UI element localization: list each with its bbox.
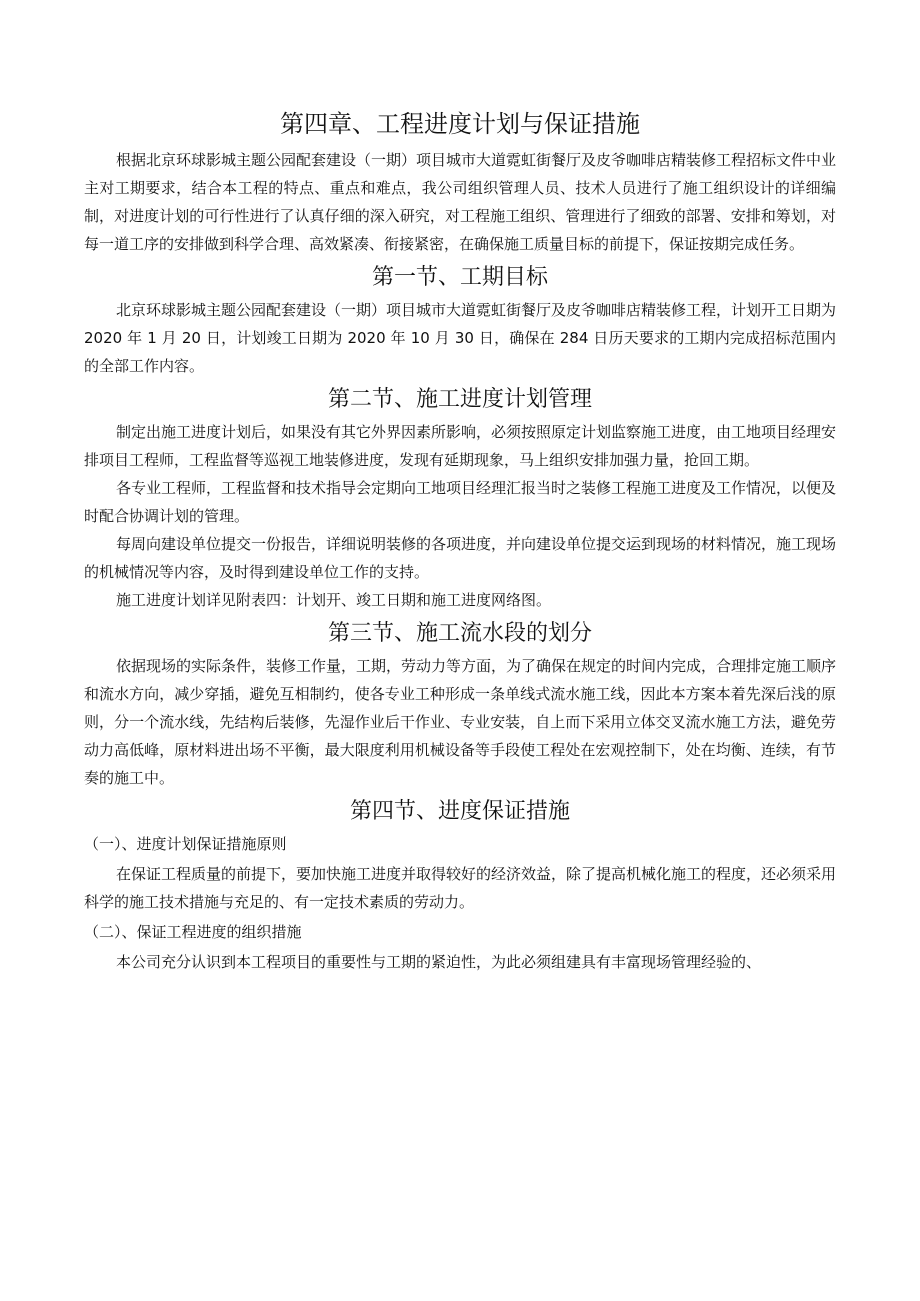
section-1-paragraph: 北京环球影城主题公园配套建设（一期）项目城市大道霓虹街餐厅及皮爷咖啡店精装修工程，计划开工日期为 2020 年 1 月 20 日，计划竣工日期为 2020 年 10 月 30 日，确保在 284 日历天要求的工期内完成招标范围内的全部工作内容。 bbox=[84, 301, 837, 375]
subsection-2-paragraph: 本公司充分认识到本工程项目的重要性与工期的紧迫性，为此必须组建具有丰富现场管理经验的、 bbox=[116, 953, 762, 971]
document-content bbox=[84, 107, 836, 976]
section-heading-4: 第四节、进度保证措施 bbox=[349, 799, 570, 824]
subsection-heading-2: （二）、保证工程进度的组织措施 bbox=[84, 923, 302, 941]
section-2-paragraph-4: 施工进度计划详见附表四：计划开、竣工日期和施工进度网络图。 bbox=[116, 591, 552, 609]
intro-paragraph: 根据北京环球影城主题公园配套建设（一期）项目城市大道霓虹街餐厅及皮爷咖啡店精装修工程招标文件中业主对工期要求，结合本工程的特点、重点和难点，我公司组织管理人员、技术人员进行了施工组织设计的详细编制，对进度计划的可行性进行了认真仔细的深入研究，对工程施工组织、管理进行了细致的部署、安排和筹划，对每一道工序的安排做到科学合理、高效紧凑、衔接紧密，在确保施工质量目标的前提下，保证按期完成任务。 bbox=[84, 151, 837, 253]
section-heading-2: 第二节、施工进度计划管理 bbox=[327, 387, 592, 412]
section-2-paragraph-3: 每周向建设单位提交一份报告，详细说明装修的各项进度，并向建设单位提交运到现场的材料情况，施工现场的机械情况等内容，及时得到建设单位工作的支持。 bbox=[84, 535, 837, 581]
section-2-paragraph-1: 制定出施工进度计划后，如果没有其它外界因素所影响，必须按照原定计划监察施工进度，由工地项目经理安排项目工程师，工程监督等巡视工地装修进度，发现有延期现象，马上组织安排加强力量，抢回工期。 bbox=[84, 423, 837, 469]
subsection-1-paragraph: 在保证工程质量的前提下，要加快施工进度并取得较好的经济效益，除了提高机械化施工的程度，还必须采用科学的施工技术措施与充足的、有一定技术素质的劳动力。 bbox=[84, 865, 837, 911]
subsection-heading-1: （一）、进度计划保证措施原则 bbox=[84, 835, 287, 853]
chapter-title: 第四章、工程进度计划与保证措施 bbox=[280, 110, 640, 138]
section-heading-1: 第一节、工期目标 bbox=[371, 265, 548, 290]
section-heading-3: 第三节、施工流水段的划分 bbox=[327, 621, 592, 646]
section-2-paragraph-2: 各专业工程师，工程监督和技术指导会定期向工地项目经理汇报当时之装修工程施工进度及工作情况，以便及时配合协调计划的管理。 bbox=[84, 479, 837, 525]
section-3-paragraph: 依据现场的实际条件，装修工作量，工期，劳动力等方面，为了确保在规定的时间内完成，合理排定施工顺序和流水方向，减少穿插，避免互相制约，使各专业工种形成一条单线式流水施工线，因此本方案本着先深后浅的原则，分一个流水线，先结构后装修，先湿作业后干作业、专业安装，自上而下采用立体交叉流水施工方法，避免劳动力高低峰，原材料进出场不平衡，最大限度利用机械设备等手段使工程处在宏观控制下，处在均衡、连续，有节奏的施工中。 bbox=[84, 657, 837, 787]
